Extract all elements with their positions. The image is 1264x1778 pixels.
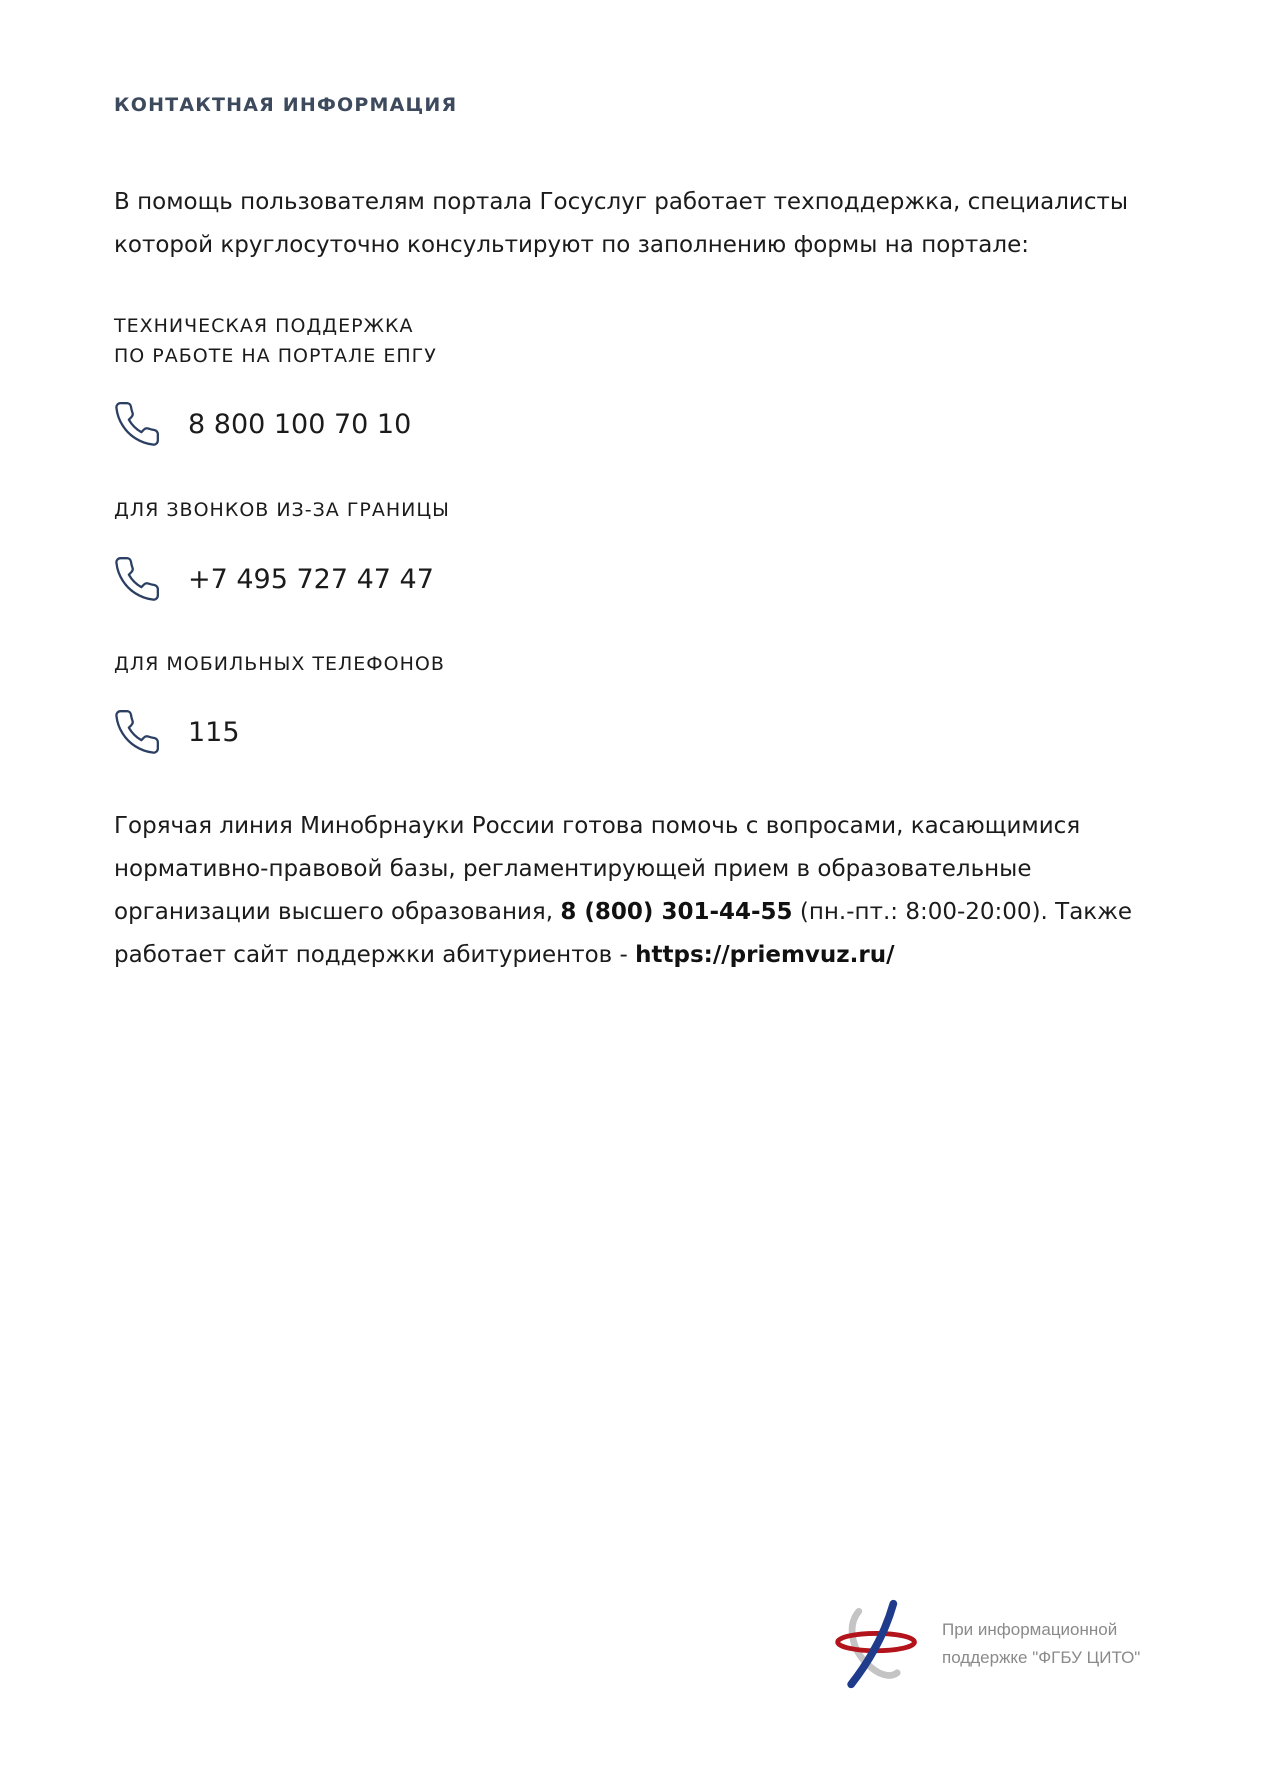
hotline-text-middle: (пн.-пт.: 8:00-20:00). Также работает сайт поддержки абитуриентов - [114,899,1133,968]
abroad-phone-number[interactable]: +7 495 727 47 47 [188,563,434,595]
phone-icon [112,554,162,604]
hotline-paragraph [114,805,1154,977]
page-title: КОНТАКТНАЯ ИНФОРМАЦИЯ [114,94,458,116]
support-label-line1: ТЕХНИЧЕСКАЯ ПОДДЕРЖКА [114,315,414,337]
cito-logo-icon [830,1596,926,1692]
support-phone-number[interactable]: 8 800 100 70 10 [188,408,412,440]
priemvuz-link[interactable]: https://priemvuz.ru/ [635,942,895,968]
hotline-phone[interactable]: 8 (800) 301-44-55 [560,899,793,925]
phone-icon [112,399,162,449]
phone-icon [112,707,162,757]
footer-support [830,1596,1190,1692]
footer-text [942,1616,1140,1672]
support-label-line2: ПО РАБОТЕ НА ПОРТАЛЕ ЕПГУ [114,345,437,367]
contact-row-abroad [112,553,434,605]
support-label [114,311,437,371]
footer-line2: поддержке "ФГБУ ЦИТО" [942,1648,1141,1667]
contact-row-support [112,398,411,450]
mobile-phone-number[interactable]: 115 [188,716,240,748]
hotline-text-before: Горячая линия Минобрнауки России готова помочь с вопросами, касающимися нормативно-правовой базы, регламентирующей прием в образовательные организации высшего образования, [114,813,1081,925]
footer-line1: При информационной [942,1620,1118,1639]
abroad-label: ДЛЯ ЗВОНКОВ ИЗ-ЗА ГРАНИЦЫ [114,499,450,521]
intro-paragraph: В помощь пользователям портала Госуслуг работает техподдержка, специалисты которой круглосуточно консультируют по заполнению формы на портале: [114,189,1129,258]
mobile-label: ДЛЯ МОБИЛЬНЫХ ТЕЛЕФОНОВ [114,653,445,675]
contact-row-mobile [112,706,240,758]
